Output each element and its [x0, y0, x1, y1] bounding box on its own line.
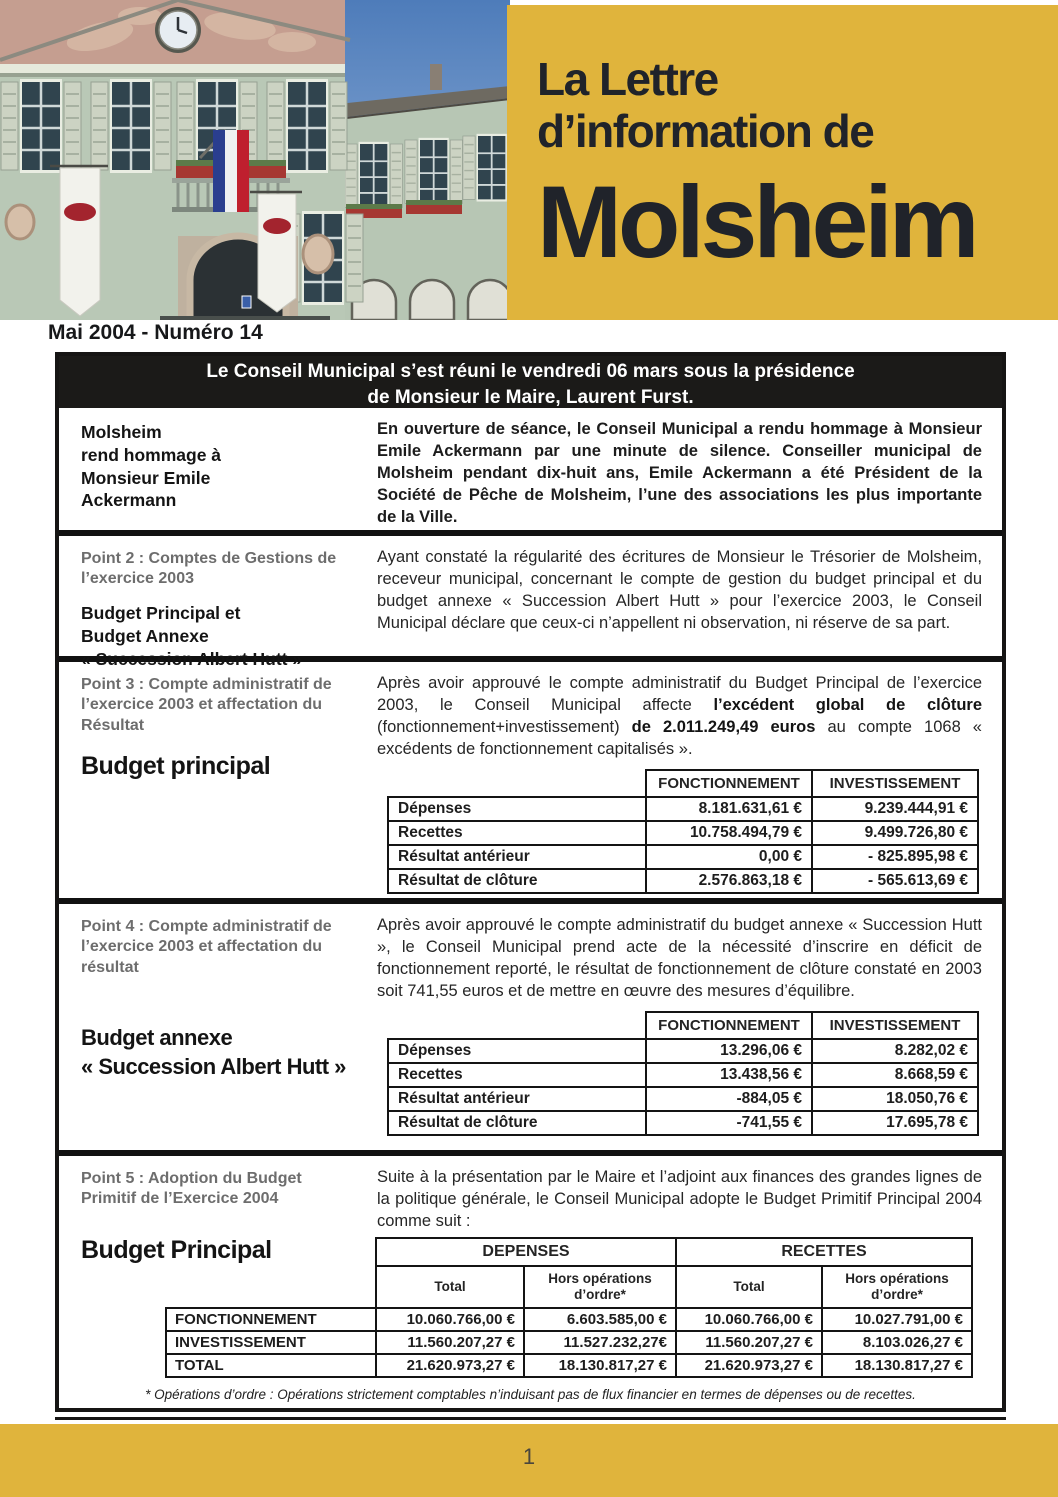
table-row: Résultat antérieur 0,00 € - 825.895,98 € — [388, 845, 978, 869]
point-label: Point 5 : Adoption du Budget Primitif de l’Exercice 2004 — [81, 1170, 302, 1208]
sub-header: Hors opérations d’ordre* — [822, 1266, 972, 1308]
masthead-title-block — [507, 5, 1058, 279]
table-row: TOTAL 21.620.973,27 € 18.130.817,27 € 21.620.973,27 € 18.130.817,27 € — [166, 1354, 972, 1377]
sidebar-subheading: Budget Principal et Budget Annexe « Succession Albert Hutt » — [81, 602, 303, 670]
sidebar-subheading: Budget Principal — [81, 1236, 272, 1264]
column-header: INVESTISSEMENT — [812, 770, 978, 797]
column-header: FONCTIONNEMENT — [646, 1012, 812, 1039]
table-row: Résultat antérieur -884,05 € 18.050,76 € — [388, 1087, 978, 1111]
paragraph: Suite à la présentation par le Maire et l’adjoint aux finances des grandes lignes de la politique générale, le Conseil Municipal adopte le Budget Primitif Principal 2004 comme suit : — [377, 1168, 982, 1230]
section-point2-body — [367, 536, 1002, 656]
section-point3-sidebar — [59, 662, 367, 894]
table-row: Résultat de clôture 2.576.863,18 € - 565.613,69 € — [388, 869, 978, 893]
point-label: Point 4 : Compte administratif de l’exercice 2003 et affectation du résultat — [81, 918, 332, 976]
paragraph: Après avoir approuvé le compte administratif du Budget Principal de l’exercice 2003, le Conseil Municipal affecte l’excédent global de clôture (fonctionnement+investissement) de 2.011.249,49 euros au compte 1068 « excédents de fonctionnement capitalisés ». — [377, 674, 982, 758]
banner-line2: de Monsieur le Maire, Laurent Furst. — [367, 386, 694, 408]
column-header: INVESTISSEMENT — [812, 1012, 978, 1039]
table-row: INVESTISSEMENT 11.560.207,27 € 11.527.232,27€ 11.560.207,27 € 8.103.026,27 € — [166, 1331, 972, 1354]
paragraph: Ayant constaté la régularité des écritures de Monsieur le Trésorier de Molsheim, receveur municipal, concernant le compte de gestion du budget principal et du budget annexe « Succession Albert Hutt » pour l’exercice 2003, le Conseil Municipal déclare que ceux-ci n’appellent ni observation, ni réserve de sa part. — [377, 548, 982, 632]
operations-ordre-footnote: * Opérations d’ordre : Opérations strictement comptables n’induisant pas de flux financier en termes de dépenses ou de recettes. — [145, 1387, 916, 1403]
table-row: Recettes 13.438,56 € 8.668,59 € — [388, 1063, 978, 1087]
section-point4 — [59, 904, 1002, 1150]
table-row: FONCTIONNEMENT 10.060.766,00 € 6.603.585,00 € 10.060.766,00 € 10.027.791,00 € — [166, 1308, 972, 1331]
council-report-box — [55, 352, 1006, 1412]
sub-header: Total — [376, 1266, 524, 1308]
section-hommage-sidebar — [59, 408, 367, 530]
table-group-header-row — [166, 1238, 972, 1266]
table-subheader-row — [166, 1266, 972, 1308]
group-header: RECETTES — [676, 1238, 972, 1266]
budget-primitif-table — [165, 1237, 973, 1378]
section-hommage — [59, 408, 1002, 530]
sidebar-heading: Molsheim rend hommage à Monsieur Emile Ackermann — [81, 422, 222, 511]
section-point4-sidebar — [59, 904, 367, 1136]
masthead-title-line1: La Lettre — [537, 53, 718, 105]
section-point5 — [59, 1156, 1002, 1402]
section-point5-sidebar — [59, 1156, 367, 1233]
banner-line1: Le Conseil Municipal s’est réuni le vendredi 06 mars sous la présidence — [206, 361, 855, 382]
table-row: Résultat de clôture -741,55 € 17.695,78 € — [388, 1111, 978, 1135]
table-row: Recettes 10.758.494,79 € 9.499.726,80 € — [388, 821, 978, 845]
box-shadow-rule — [55, 1417, 1006, 1420]
town-hall-photo — [0, 0, 510, 320]
masthead-title-city: Molsheim — [537, 164, 976, 279]
point-label: Point 3 : Compte administratif de l’exercice 2003 et affectation du Résultat — [81, 676, 332, 734]
point-label: Point 2 : Comptes de Gestions de l’exercice 2003 — [81, 550, 337, 588]
section-point5-body — [367, 1156, 1002, 1233]
sub-header: Total — [676, 1266, 822, 1308]
sidebar-subheading: Budget principal — [81, 752, 271, 781]
group-header: DEPENSES — [376, 1238, 676, 1266]
table-header-row — [388, 1012, 978, 1039]
page-footer — [0, 1424, 1058, 1497]
section-point2-sidebar — [59, 536, 367, 670]
banner — [59, 356, 1002, 408]
budget-annexe-table — [387, 1011, 979, 1136]
masthead-title-line2: d’information de — [537, 105, 874, 158]
table-header-row — [388, 770, 978, 797]
page-number: 1 — [522, 1444, 536, 1469]
sidebar-subheading: Budget annexe « Succession Albert Hutt » — [81, 1025, 346, 1079]
paragraph: En ouverture de séance, le Conseil Municipal a rendu hommage à Monsieur Emile Ackermann par une minute de silence. Conseiller municipal de Molsheim pendant dix-huit ans, Emile Ackermann a été Président de la Société de Pêche de Molsheim, l’une des associations les plus importante de la Ville. — [377, 420, 982, 526]
sub-header: Hors opérations d’ordre* — [524, 1266, 676, 1308]
issue-line: Mai 2004 - Numéro 14 — [48, 321, 263, 344]
town-hall-illustration — [0, 0, 510, 320]
paragraph: Après avoir approuvé le compte administratif du budget annexe « Succession Hutt », le Conseil Municipal prend acte de la nécessité d’inscrire en déficit de fonctionnement reporté, le résultat de fonctionnement de clôture constaté en 2003 soit 741,55 euros et de mettre en œuvre des mesures d’équilibre. — [377, 916, 982, 1000]
section-point4-body — [367, 904, 1002, 1136]
section-hommage-body — [367, 408, 1002, 530]
masthead — [507, 5, 1058, 320]
budget-principal-table — [387, 769, 979, 894]
section-point3 — [59, 662, 1002, 898]
column-header: FONCTIONNEMENT — [646, 770, 812, 797]
section-point3-body — [367, 662, 1002, 894]
table-row: Dépenses 13.296,06 € 8.282,02 € — [388, 1039, 978, 1063]
table-row: Dépenses 8.181.631,61 € 9.239.444,91 € — [388, 797, 978, 821]
section-point2 — [59, 536, 1002, 670]
